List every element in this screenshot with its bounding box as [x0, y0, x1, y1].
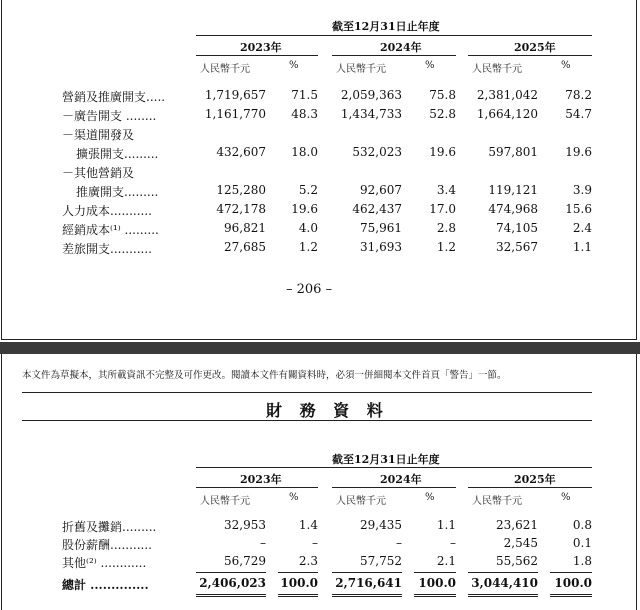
year-2023: 2023年 — [240, 473, 282, 486]
value-2025: 2,545 — [503, 536, 538, 550]
pct-2024: 1.1 — [436, 518, 456, 532]
pct-2025: 19.6 — [565, 145, 592, 159]
year-rule-2025 — [468, 55, 592, 56]
total-rule-top — [550, 572, 592, 573]
total-2024-pct: 100.0 — [418, 576, 456, 590]
pct-2025: 2.4 — [572, 221, 592, 235]
pct-2024: – — [450, 536, 456, 550]
section-title: 財 務 資 料 — [266, 401, 389, 420]
total-2025-pct: 100.0 — [554, 576, 592, 590]
pct-2023: 4.0 — [298, 221, 318, 235]
unit-label: 人民幣千元 — [472, 64, 522, 75]
pct-2024: 75.8 — [429, 88, 456, 102]
pct-2024: 19.6 — [429, 145, 456, 159]
value-2025: 2,381,042 — [476, 88, 538, 102]
value-2024: 462,437 — [352, 202, 402, 216]
value-2024: 75,961 — [360, 221, 402, 235]
pct-label: % — [289, 60, 299, 71]
header-rule — [196, 467, 592, 468]
title-rule-top — [22, 392, 592, 393]
page-207 — [1, 354, 637, 610]
header-rule — [196, 35, 592, 36]
pct-2023: 2.3 — [298, 554, 318, 568]
pct-label: % — [561, 492, 571, 503]
total-rule-double — [278, 594, 318, 597]
year-rule-2023 — [196, 487, 318, 488]
value-2024: 532,023 — [352, 145, 402, 159]
total-rule-double — [196, 594, 266, 597]
year-2024: 2024年 — [380, 41, 422, 54]
value-2023: 56,729 — [224, 554, 266, 568]
value-2024: – — [396, 536, 402, 550]
value-2024: 92,607 — [360, 183, 402, 197]
pct-2024: 3.4 — [436, 183, 456, 197]
pct-2025: 0.8 — [572, 518, 592, 532]
pct-2024: 1.2 — [436, 240, 456, 254]
pct-2025: 15.6 — [565, 202, 592, 216]
period-header: 截至12月31日止年度 — [332, 453, 440, 466]
row-label: 股份薪酬........... — [62, 538, 152, 552]
value-2025: 119,121 — [488, 183, 538, 197]
draft-notice: 本文件為草擬本，其所載資訊不完整及可作更改。閱讀本文件有關資料時，必須一併細閱本文件首頁「警告」一節。 — [22, 370, 507, 381]
pct-2024: 2.1 — [436, 554, 456, 568]
total-rule-double — [468, 594, 538, 597]
total-rule-top — [332, 572, 402, 573]
total-rule-double — [550, 594, 592, 597]
year-2025: 2025年 — [514, 473, 556, 486]
pct-2025: 54.7 — [565, 107, 592, 121]
value-2024: 2,059,363 — [340, 88, 402, 102]
pct-2025: 0.1 — [572, 536, 592, 550]
value-2025: 1,664,120 — [476, 107, 538, 121]
value-2025: 474,968 — [488, 202, 538, 216]
total-rule-top — [196, 572, 266, 573]
unit-label: 人民幣千元 — [336, 64, 386, 75]
total-2023-value: 2,406,023 — [199, 576, 266, 590]
pct-2023: 18.0 — [291, 145, 318, 159]
value-2024: 57,752 — [360, 554, 402, 568]
value-2023: 432,607 — [216, 145, 266, 159]
total-2025-value: 3,044,410 — [471, 576, 538, 590]
row-label: 人力成本........... — [62, 204, 152, 218]
total-2023-pct: 100.0 — [280, 576, 318, 590]
row-label: 差旅開支........... — [62, 242, 152, 256]
pct-2025: 3.9 — [572, 183, 592, 197]
year-rule-2024 — [332, 55, 456, 56]
value-2023: 1,719,657 — [204, 88, 266, 102]
total-2024-value: 2,716,641 — [335, 576, 402, 590]
unit-label: 人民幣千元 — [200, 64, 250, 75]
pct-2023: 48.3 — [291, 107, 318, 121]
pct-label: % — [425, 60, 435, 71]
year-2024: 2024年 — [380, 473, 422, 486]
value-2024: 1,434,733 — [340, 107, 402, 121]
unit-label: 人民幣千元 — [472, 496, 522, 507]
total-rule-top — [278, 572, 318, 573]
value-2025: 597,801 — [488, 145, 538, 159]
pct-2025: 78.2 — [565, 88, 592, 102]
pct-label: % — [561, 60, 571, 71]
row-label: 其他⁽²⁾ ............ — [62, 556, 147, 570]
total-rule-top — [468, 572, 538, 573]
unit-label: 人民幣千元 — [200, 496, 250, 507]
page-separator-bar — [0, 342, 640, 354]
year-2023: 2023年 — [240, 41, 282, 54]
value-2023: – — [260, 536, 266, 550]
page-206 — [1, 0, 637, 340]
year-rule-2025 — [468, 487, 592, 488]
unit-label: 人民幣千元 — [336, 496, 386, 507]
total-label: 總計 .............. — [62, 578, 149, 592]
row-label: 營銷及推廣開支..... — [62, 90, 166, 104]
value-2023: 96,821 — [224, 221, 266, 235]
value-2025: 32,567 — [496, 240, 538, 254]
value-2023: 27,685 — [224, 240, 266, 254]
pct-2023: 71.5 — [291, 88, 318, 102]
year-2025: 2025年 — [514, 41, 556, 54]
row-label: －廣告開支 ........ — [62, 109, 157, 123]
total-rule-double — [414, 594, 456, 597]
row-label: 經銷成本⁽¹⁾ ......... — [62, 223, 159, 237]
page-number: – 206 – — [286, 282, 333, 297]
title-rule-bottom — [22, 420, 592, 421]
pct-2025: 1.8 — [572, 554, 592, 568]
value-2023: 32,953 — [224, 518, 266, 532]
year-rule-2024 — [332, 487, 456, 488]
value-2025: 74,105 — [496, 221, 538, 235]
pct-2025: 1.1 — [572, 240, 592, 254]
pct-2023: 1.2 — [298, 240, 318, 254]
total-rule-top — [414, 572, 456, 573]
value-2025: 55,562 — [496, 554, 538, 568]
pct-2023: 1.4 — [298, 518, 318, 532]
value-2025: 23,621 — [496, 518, 538, 532]
total-rule-double — [332, 594, 402, 597]
value-2024: 29,435 — [360, 518, 402, 532]
row-label: －渠道開發及 — [62, 128, 135, 142]
value-2023: 472,178 — [216, 202, 266, 216]
pct-2024: 2.8 — [436, 221, 456, 235]
pct-label: % — [425, 492, 435, 503]
value-2023: 1,161,770 — [204, 107, 266, 121]
pct-2023: 5.2 — [298, 183, 318, 197]
pct-label: % — [289, 492, 299, 503]
row-label: 折舊及攤銷......... — [62, 520, 157, 534]
year-rule-2023 — [196, 55, 318, 56]
pct-2023: – — [312, 536, 318, 550]
value-2024: 31,693 — [360, 240, 402, 254]
row-label: 擴張開支......... — [76, 147, 159, 161]
pct-2024: 52.8 — [429, 107, 456, 121]
row-label: －其他營銷及 — [62, 166, 135, 180]
period-header: 截至12月31日止年度 — [332, 20, 440, 33]
row-label: 推廣開支......... — [76, 185, 159, 199]
pct-2023: 19.6 — [291, 202, 318, 216]
value-2023: 125,280 — [216, 183, 266, 197]
pct-2024: 17.0 — [429, 202, 456, 216]
